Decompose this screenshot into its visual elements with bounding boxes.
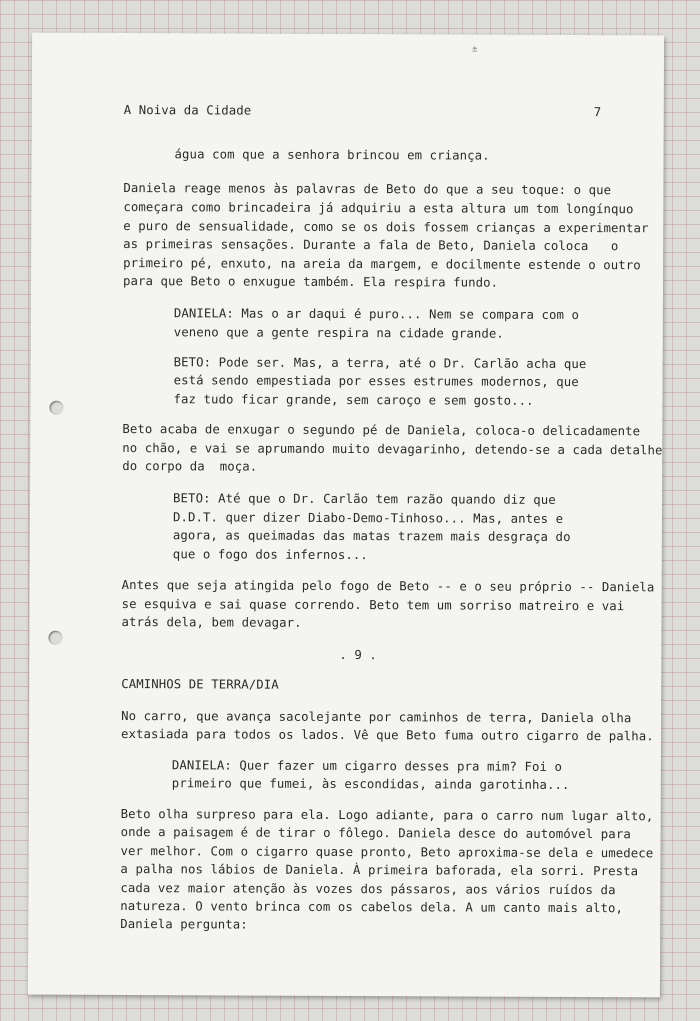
text-line: atrás dela, bem devagar. bbox=[121, 615, 302, 630]
binder-hole bbox=[48, 631, 62, 645]
text-line: se esquiva e sai quase correndo. Beto tem um sorriso matreiro e vai bbox=[121, 597, 625, 614]
dialogue-line: agora, as queimadas das matas trazem mais desgraça do bbox=[172, 528, 571, 544]
dialogue-line: está sendo empestiada por esses estrumes modernos, que bbox=[173, 373, 579, 390]
dialogue-line: DANIELA: Quer fazer um cigarro desses pra mim? Foi o bbox=[171, 758, 563, 774]
text-line: as primeiras sensações. Durante a fala de Beto, Daniela coloca o bbox=[123, 237, 619, 254]
dialogue-line: DANIELA: Mas o ar daqui é puro... Nem se compara com o bbox=[173, 306, 580, 323]
text-line: água com que a senhora brincou em criança. bbox=[174, 147, 490, 163]
dialogue-line: BETO: Pode ser. Mas, a terra, até o Dr. Carlão acha que bbox=[173, 355, 587, 372]
text-line: Beto olha surpreso para ela. Logo adiante, para o carro num lugar alto, bbox=[120, 807, 654, 824]
text-line: para que Beto o enxugue também. Ela respira fundo. bbox=[122, 274, 499, 290]
dialogue-line: que o fogo dos infernos... bbox=[172, 547, 368, 563]
text-line: No carro, que avança sacolejante por caminhos de terra, Daniela olha bbox=[121, 709, 632, 726]
dialogue-line: faz tudo ficar grande, sem caroço e sem gosto... bbox=[173, 392, 534, 408]
text-line: onde a paisagem é de tirar o fôlego. Daniela desce do automóvel para bbox=[120, 825, 631, 842]
text-line: ver melhor. Com o cigarro quase pronto, Beto aproxima-se dela e umedece bbox=[120, 844, 654, 861]
scene-heading: CAMINHOS DE TERRA/DIA bbox=[121, 677, 279, 692]
page-header-title: A Noiva da Cidade bbox=[123, 103, 252, 118]
text-line: a palha nos lábios de Daniela. À primeira baforada, ela sorri. Presta bbox=[120, 862, 639, 879]
dialogue-line: BETO: Até que o Dr. Carlão tem razão quando diz que bbox=[173, 491, 556, 507]
text-line: Beto acaba de enxugar o segundo pé de Daniela, coloca-o delicadamente bbox=[122, 422, 641, 439]
manuscript-page bbox=[28, 33, 664, 998]
text-line: começara como brincadeira já adquiriu a esta altura um tom longínquo bbox=[123, 200, 634, 217]
binder-hole bbox=[49, 401, 63, 415]
text-line: primeiro pé, enxuto, na areia da margem, e docilmente estende o outro bbox=[123, 256, 641, 273]
text-line: natureza. O vento brinca com os cabelos dela. A um canto mais alto, bbox=[120, 899, 624, 916]
corner-mark: ± bbox=[472, 44, 478, 55]
text-line: no chão, e vai se aprumando muito devagarinho, detendo-se a cada detalhe bbox=[122, 441, 663, 458]
scene-number: . 9 . bbox=[339, 647, 377, 663]
dialogue-line: veneno que a gente respira na cidade grande. bbox=[173, 325, 504, 341]
text-line: e puro de sensualidade, como se os dois fossem crianças a experimentar bbox=[123, 219, 649, 236]
dialogue-line: D.D.T. quer dizer Diabo-Demo-Tinhoso... Mas, antes e bbox=[172, 510, 564, 526]
text-line: Daniela pergunta: bbox=[120, 917, 248, 932]
text-line: Antes que seja atingida pelo fogo de Beto -- e o seu próprio -- Daniela bbox=[121, 578, 655, 595]
text-line: cada vez maior atenção às vozes dos pássaros, aos vários ruídos da bbox=[120, 881, 616, 898]
dialogue-line: primeiro que fumei, às escondidas, ainda garotinha... bbox=[171, 776, 570, 792]
text-line: do corpo da moça. bbox=[122, 459, 258, 474]
text-line: extasiada para todos os lados. Vê que Beto fuma outro cigarro de palha. bbox=[121, 727, 654, 744]
text-line: Daniela reage menos às palavras de Beto do que a seu toque: o que bbox=[123, 181, 612, 198]
page-number: 7 bbox=[593, 105, 602, 120]
